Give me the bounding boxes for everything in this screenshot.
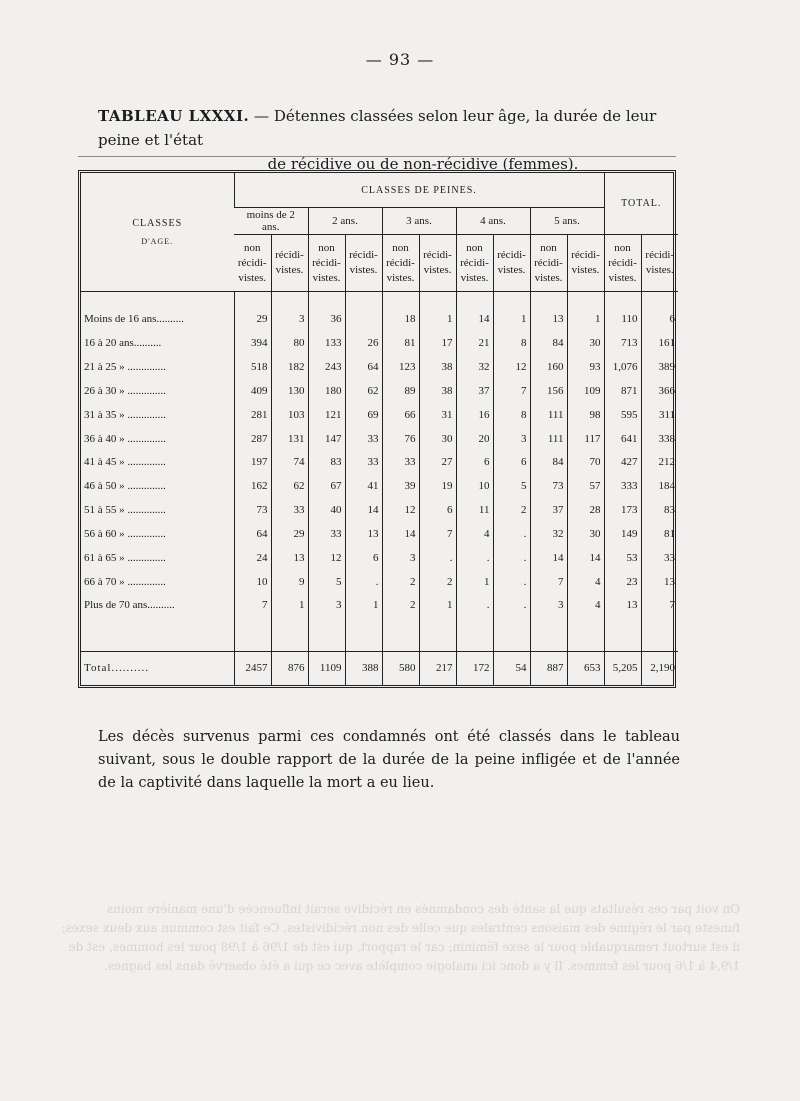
bleed-through-text: On voit par ces résultats que la santé des condamnés en récidive serait influencée d'une manière moins funeste par le régime des maisons centrales que celle des non récidivistes. Ce fait est commun aux deux sexes; il est surtout remarquable pour le sexe féminin; car le rapport, qui est de 1/96 à 1/98 pour les hommes, est de 1/9,4 à 1/6 pour les femmes. Il y a donc ici analogie complète avec ce qui a été observé dans les bagnes. xyxy=(61,902,740,973)
table-row xyxy=(81,355,678,379)
value-cell: 212 xyxy=(641,451,678,475)
header-total: TOTAL. xyxy=(604,173,678,235)
value-cell: 38 xyxy=(419,379,456,403)
value-cell: 13 xyxy=(641,570,678,594)
table-title-label: TABLEAU LXXXI. xyxy=(98,107,250,125)
value-cell: 4 xyxy=(567,594,604,618)
value-cell: 13 xyxy=(530,308,567,332)
header-non-recidivistes: non récidi-vistes. xyxy=(456,235,493,292)
value-cell: 64 xyxy=(345,355,382,379)
value-cell: 74 xyxy=(271,451,308,475)
table-row xyxy=(81,570,678,594)
top-rule xyxy=(78,156,676,157)
age-class-cell: Plus de 70 ans.......... xyxy=(84,599,175,612)
table-row xyxy=(81,427,678,451)
value-cell: 6 xyxy=(456,451,493,475)
value-cell: 66 xyxy=(382,403,419,427)
value-cell: 180 xyxy=(308,379,345,403)
value-cell: 30 xyxy=(419,427,456,451)
value-cell: 9 xyxy=(271,570,308,594)
header-non-recidivistes: non récidi-vistes. xyxy=(308,235,345,292)
table-row xyxy=(81,451,678,475)
header-duration: 2 ans. xyxy=(308,208,382,235)
value-cell: 13 xyxy=(271,546,308,570)
value-cell: 2457 xyxy=(234,651,271,685)
value-cell: 38 xyxy=(419,355,456,379)
value-cell: 7 xyxy=(530,570,567,594)
table-row xyxy=(81,498,678,522)
value-cell: 21 xyxy=(456,331,493,355)
value-cell: 10 xyxy=(234,570,271,594)
value-cell: 121 xyxy=(308,403,345,427)
value-cell: 76 xyxy=(382,427,419,451)
value-cell: 64 xyxy=(234,522,271,546)
value-cell: 389 xyxy=(641,355,678,379)
value-cell: 84 xyxy=(530,331,567,355)
header-peines: CLASSES DE PEINES. xyxy=(234,173,604,208)
value-cell: 39 xyxy=(382,474,419,498)
value-cell: 3 xyxy=(382,546,419,570)
value-cell: 388 xyxy=(345,651,382,685)
value-cell: 2 xyxy=(382,594,419,618)
value-cell: 161 xyxy=(641,331,678,355)
value-cell: 13 xyxy=(604,594,641,618)
age-class-cell: 56 à 60 » .............. xyxy=(84,527,166,540)
value-cell: 2,190 xyxy=(641,651,678,685)
value-cell: 12 xyxy=(493,355,530,379)
value-cell: . xyxy=(493,522,530,546)
value-cell: 81 xyxy=(641,522,678,546)
value-cell: 6 xyxy=(419,498,456,522)
value-cell: 33 xyxy=(271,498,308,522)
value-cell: 1 xyxy=(271,594,308,618)
value-cell: 14 xyxy=(567,546,604,570)
age-class-cell: 36 à 40 » .............. xyxy=(84,432,166,445)
value-cell: . xyxy=(493,546,530,570)
value-cell: 518 xyxy=(234,355,271,379)
value-cell: 18 xyxy=(382,308,419,332)
value-cell: 409 xyxy=(234,379,271,403)
header-classes-label: CLASSES xyxy=(132,218,183,229)
value-cell: 147 xyxy=(308,427,345,451)
age-class-cell: 31 à 35 » .............. xyxy=(84,408,166,421)
value-cell: 14 xyxy=(345,498,382,522)
value-cell: 871 xyxy=(604,379,641,403)
table-row xyxy=(81,379,678,403)
value-cell: 876 xyxy=(271,651,308,685)
header-non-recidivistes: non récidi-vistes. xyxy=(530,235,567,292)
value-cell: 3 xyxy=(530,594,567,618)
value-cell: 31 xyxy=(419,403,456,427)
value-cell: 53 xyxy=(604,546,641,570)
value-cell: 73 xyxy=(234,498,271,522)
age-class-cell: 51 à 55 » .............. xyxy=(84,504,166,517)
value-cell: 32 xyxy=(456,355,493,379)
value-cell: 24 xyxy=(234,546,271,570)
value-cell: 2 xyxy=(419,570,456,594)
value-cell: 172 xyxy=(456,651,493,685)
value-cell: 12 xyxy=(308,546,345,570)
value-cell: 23 xyxy=(604,570,641,594)
age-class-cell: 66 à 70 » .............. xyxy=(84,575,166,588)
value-cell: 103 xyxy=(271,403,308,427)
data-table xyxy=(81,173,678,685)
value-cell: 20 xyxy=(456,427,493,451)
header-classes-sub: D'AGE. xyxy=(141,237,174,246)
value-cell: 109 xyxy=(567,379,604,403)
header-recidivistes: récidi-vistes. xyxy=(641,235,678,292)
value-cell: 6 xyxy=(345,546,382,570)
value-cell: 7 xyxy=(234,594,271,618)
value-cell: 54 xyxy=(493,651,530,685)
value-cell: 333 xyxy=(604,474,641,498)
table-title-line2: de récidive ou de non-récidive (femmes). xyxy=(267,155,579,173)
value-cell: . xyxy=(493,594,530,618)
value-cell: 7 xyxy=(641,594,678,618)
value-cell: 40 xyxy=(308,498,345,522)
age-class-cell: 16 à 20 ans.......... xyxy=(84,337,162,350)
value-cell: 8 xyxy=(493,403,530,427)
value-cell: 81 xyxy=(382,331,419,355)
value-cell: 98 xyxy=(567,403,604,427)
age-class-cell: Total.......... xyxy=(84,662,149,675)
value-cell: 37 xyxy=(530,498,567,522)
value-cell: 1 xyxy=(456,570,493,594)
value-cell: 29 xyxy=(234,308,271,332)
value-cell: 19 xyxy=(419,474,456,498)
value-cell: 30 xyxy=(567,331,604,355)
value-cell: 32 xyxy=(530,522,567,546)
value-cell: 1109 xyxy=(308,651,345,685)
value-cell: 83 xyxy=(308,451,345,475)
value-cell: 4 xyxy=(567,570,604,594)
value-cell: 149 xyxy=(604,522,641,546)
value-cell: . xyxy=(456,546,493,570)
value-cell: 7 xyxy=(493,379,530,403)
value-cell: 70 xyxy=(567,451,604,475)
data-table-frame xyxy=(78,170,676,688)
value-cell: 130 xyxy=(271,379,308,403)
value-cell: 16 xyxy=(456,403,493,427)
value-cell: 1 xyxy=(493,308,530,332)
value-cell: 2 xyxy=(493,498,530,522)
value-cell: 3 xyxy=(271,308,308,332)
value-cell xyxy=(345,308,382,332)
value-cell: 83 xyxy=(641,498,678,522)
header-duration: 3 ans. xyxy=(382,208,456,235)
value-cell: 1 xyxy=(419,594,456,618)
value-cell: 1 xyxy=(345,594,382,618)
value-cell: 3 xyxy=(308,594,345,618)
header-recidivistes: récidi-vistes. xyxy=(493,235,530,292)
value-cell: 89 xyxy=(382,379,419,403)
value-cell: 281 xyxy=(234,403,271,427)
value-cell: 37 xyxy=(456,379,493,403)
value-cell: 26 xyxy=(345,331,382,355)
age-class-cell: 41 à 45 » .............. xyxy=(84,456,166,469)
value-cell: 80 xyxy=(271,331,308,355)
value-cell: 131 xyxy=(271,427,308,451)
value-cell: . xyxy=(345,570,382,594)
age-class-cell: Moins de 16 ans.......... xyxy=(84,313,184,326)
value-cell: 62 xyxy=(345,379,382,403)
table-title-line1: — Détennes classées selon leur âge, la durée de leur peine et l'état xyxy=(98,107,657,149)
value-cell: 14 xyxy=(382,522,419,546)
header-duration: moins de 2 ans. xyxy=(234,208,308,235)
value-cell: 33 xyxy=(345,427,382,451)
value-cell: 69 xyxy=(345,403,382,427)
value-cell: 173 xyxy=(604,498,641,522)
value-cell: 366 xyxy=(641,379,678,403)
value-cell: 110 xyxy=(604,308,641,332)
age-class-cell: 26 à 30 » .............. xyxy=(84,384,166,397)
value-cell: 641 xyxy=(604,427,641,451)
value-cell: 4 xyxy=(456,522,493,546)
value-cell: 67 xyxy=(308,474,345,498)
value-cell: . xyxy=(419,546,456,570)
age-class-cell: 46 à 50 » .............. xyxy=(84,480,166,493)
value-cell: 29 xyxy=(271,522,308,546)
header-non-recidivistes: non récidi-vistes. xyxy=(604,235,641,292)
value-cell: 12 xyxy=(382,498,419,522)
value-cell: 11 xyxy=(456,498,493,522)
value-cell: 84 xyxy=(530,451,567,475)
value-cell: 182 xyxy=(271,355,308,379)
table-row xyxy=(81,522,678,546)
table-row xyxy=(81,546,678,570)
value-cell: 6 xyxy=(493,451,530,475)
value-cell: 14 xyxy=(530,546,567,570)
value-cell: 8 xyxy=(493,331,530,355)
value-cell: 57 xyxy=(567,474,604,498)
value-cell: 5 xyxy=(308,570,345,594)
value-cell: 427 xyxy=(604,451,641,475)
value-cell: 394 xyxy=(234,331,271,355)
table-row xyxy=(81,403,678,427)
value-cell: 111 xyxy=(530,403,567,427)
value-cell: 595 xyxy=(604,403,641,427)
value-cell: 653 xyxy=(567,651,604,685)
value-cell: 27 xyxy=(419,451,456,475)
value-cell: 162 xyxy=(234,474,271,498)
value-cell: 7 xyxy=(419,522,456,546)
value-cell: 197 xyxy=(234,451,271,475)
value-cell: 338 xyxy=(641,427,678,451)
value-cell: 73 xyxy=(530,474,567,498)
table-title xyxy=(98,104,688,176)
value-cell: 33 xyxy=(641,546,678,570)
value-cell: 30 xyxy=(567,522,604,546)
total-row xyxy=(81,651,678,685)
value-cell: 713 xyxy=(604,331,641,355)
header-classes-age xyxy=(81,173,234,292)
value-cell: 160 xyxy=(530,355,567,379)
value-cell: 33 xyxy=(308,522,345,546)
value-cell: 10 xyxy=(456,474,493,498)
value-cell: 33 xyxy=(382,451,419,475)
value-cell: 41 xyxy=(345,474,382,498)
table-row xyxy=(81,474,678,498)
header-recidivistes: récidi-vistes. xyxy=(271,235,308,292)
value-cell: 5,205 xyxy=(604,651,641,685)
table-row xyxy=(81,308,678,332)
value-cell: 117 xyxy=(567,427,604,451)
value-cell: 123 xyxy=(382,355,419,379)
value-cell: 13 xyxy=(345,522,382,546)
value-cell: 62 xyxy=(271,474,308,498)
age-class-cell: 21 à 25 » .............. xyxy=(84,361,166,374)
value-cell: 311 xyxy=(641,403,678,427)
value-cell: 133 xyxy=(308,331,345,355)
header-duration: 4 ans. xyxy=(456,208,530,235)
value-cell: 28 xyxy=(567,498,604,522)
page-number: — 93 — xyxy=(365,50,435,69)
age-class-cell: 61 à 65 » .............. xyxy=(84,551,166,564)
value-cell: 287 xyxy=(234,427,271,451)
value-cell: 5 xyxy=(493,474,530,498)
value-cell: 111 xyxy=(530,427,567,451)
value-cell: 580 xyxy=(382,651,419,685)
value-cell: 6 xyxy=(641,308,678,332)
header-recidivistes: récidi-vistes. xyxy=(567,235,604,292)
value-cell: 93 xyxy=(567,355,604,379)
value-cell: 14 xyxy=(456,308,493,332)
table-row xyxy=(81,594,678,618)
value-cell: . xyxy=(456,594,493,618)
header-recidivistes: récidi-vistes. xyxy=(419,235,456,292)
value-cell: 184 xyxy=(641,474,678,498)
value-cell: 1 xyxy=(419,308,456,332)
value-cell: 217 xyxy=(419,651,456,685)
header-duration: 5 ans. xyxy=(530,208,604,235)
value-cell: 887 xyxy=(530,651,567,685)
header-recidivistes: récidi-vistes. xyxy=(345,235,382,292)
header-non-recidivistes: non récidi-vistes. xyxy=(382,235,419,292)
value-cell: . xyxy=(493,570,530,594)
body-paragraph: Les décès survenus parmi ces condamnés ont été classés dans le tableau suivant, sous le double rapport de la durée de la peine infligée et de l'année de la captivité dans laquelle la mort a eu lieu. xyxy=(98,729,680,791)
value-cell: 33 xyxy=(345,451,382,475)
value-cell: 17 xyxy=(419,331,456,355)
value-cell: 243 xyxy=(308,355,345,379)
table-row xyxy=(81,331,678,355)
header-non-recidivistes: non récidi-vistes. xyxy=(234,235,271,292)
value-cell: 1,076 xyxy=(604,355,641,379)
value-cell: 156 xyxy=(530,379,567,403)
value-cell: 3 xyxy=(493,427,530,451)
value-cell: 2 xyxy=(382,570,419,594)
value-cell: 36 xyxy=(308,308,345,332)
value-cell: 1 xyxy=(567,308,604,332)
